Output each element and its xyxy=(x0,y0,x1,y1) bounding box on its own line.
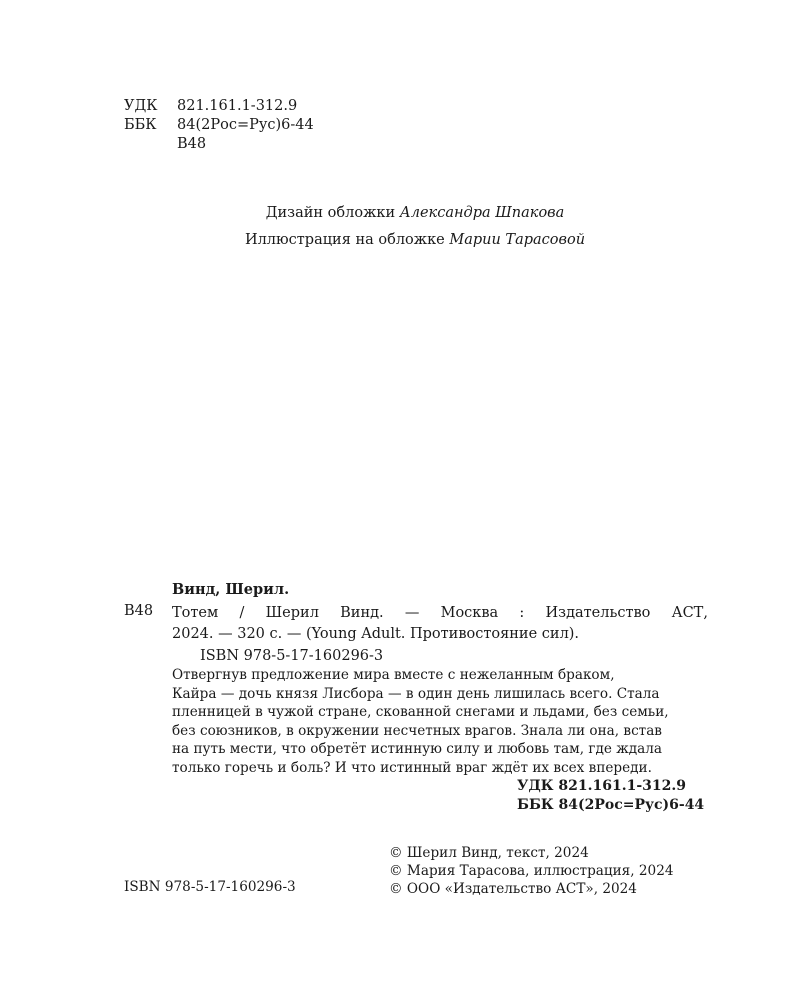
copyright-line: © Мария Тарасова, иллюстрация, 2024 xyxy=(389,863,674,880)
udk-row xyxy=(124,97,314,116)
annotation-line: Кайра — дочь князя Лисбора — в один день лишилась всего. Стала xyxy=(172,685,660,702)
author-code: В48 xyxy=(177,136,207,152)
biblio-line-2: 2024. — 320 с. — (Young Adult. Противостояние сил). xyxy=(172,626,580,642)
udk-label: УДК xyxy=(124,98,158,114)
bbk-value: 84(2Рос=Рус)6-44 xyxy=(177,117,314,133)
cover-design-name: Александра Шпакова xyxy=(399,205,565,221)
biblio-word: : xyxy=(519,605,525,621)
annotation xyxy=(172,666,708,778)
annotation-line: пленницей в чужой стране, скованной снегами и льдами, без семьи, xyxy=(172,704,669,721)
record-author-code: В48 xyxy=(124,603,154,619)
cover-illustration-name: Марии Тарасовой xyxy=(449,232,586,248)
cover-design-credit xyxy=(0,205,800,221)
copyright-line: © Шерил Винд, текст, 2024 xyxy=(389,845,589,861)
biblio-line-1 xyxy=(172,603,708,624)
cover-design-prefix: Дизайн обложки xyxy=(265,205,396,221)
biblio-word: Шерил xyxy=(265,605,319,621)
biblio-word: — xyxy=(404,605,420,621)
annotation-line: без союзников, в окружении несчетных врагов. Знала ли она, встав xyxy=(172,722,662,739)
isbn-bottom: ISBN 978-5-17-160296-3 xyxy=(124,879,296,895)
author-code-row xyxy=(124,135,314,154)
isbn-record: ISBN 978-5-17-160296-3 xyxy=(200,648,384,664)
biblio-word: Издательство xyxy=(545,605,651,621)
cover-illustration-credit xyxy=(0,232,800,248)
biblio-word: / xyxy=(239,605,245,621)
biblio-word: АСТ, xyxy=(671,605,708,621)
bbk-code: ББК 84(2Рос=Рус)6-44 xyxy=(517,797,705,813)
author-heading: Винд, Шерил. xyxy=(172,581,290,598)
biblio-word: Винд. xyxy=(340,605,384,621)
cover-illustration-prefix: Иллюстрация на обложке xyxy=(244,232,445,248)
annotation-line: только горечь и боль? И что истинный враг ждёт их всех впереди. xyxy=(172,759,652,776)
copyright-line: © ООО «Издательство АСТ», 2024 xyxy=(389,881,637,898)
bbk-row xyxy=(124,116,314,135)
udk-code: УДК 821.161.1-312.9 xyxy=(517,778,687,794)
udk-value: 821.161.1-312.9 xyxy=(177,98,298,114)
biblio-word: Москва xyxy=(440,605,499,621)
bibliographic-description xyxy=(172,603,708,645)
copyright-block xyxy=(389,844,674,899)
classification-block xyxy=(124,97,314,154)
bbk-label: ББК xyxy=(124,117,157,133)
biblio-word: Тотем xyxy=(172,605,219,621)
annotation-line: Отвергнув предложение мира вместе с нежеланным браком, xyxy=(172,667,615,683)
annotation-line: на путь мести, что обретёт истинную силу и любовь там, где ждала xyxy=(172,741,662,758)
class-codes xyxy=(517,777,704,815)
